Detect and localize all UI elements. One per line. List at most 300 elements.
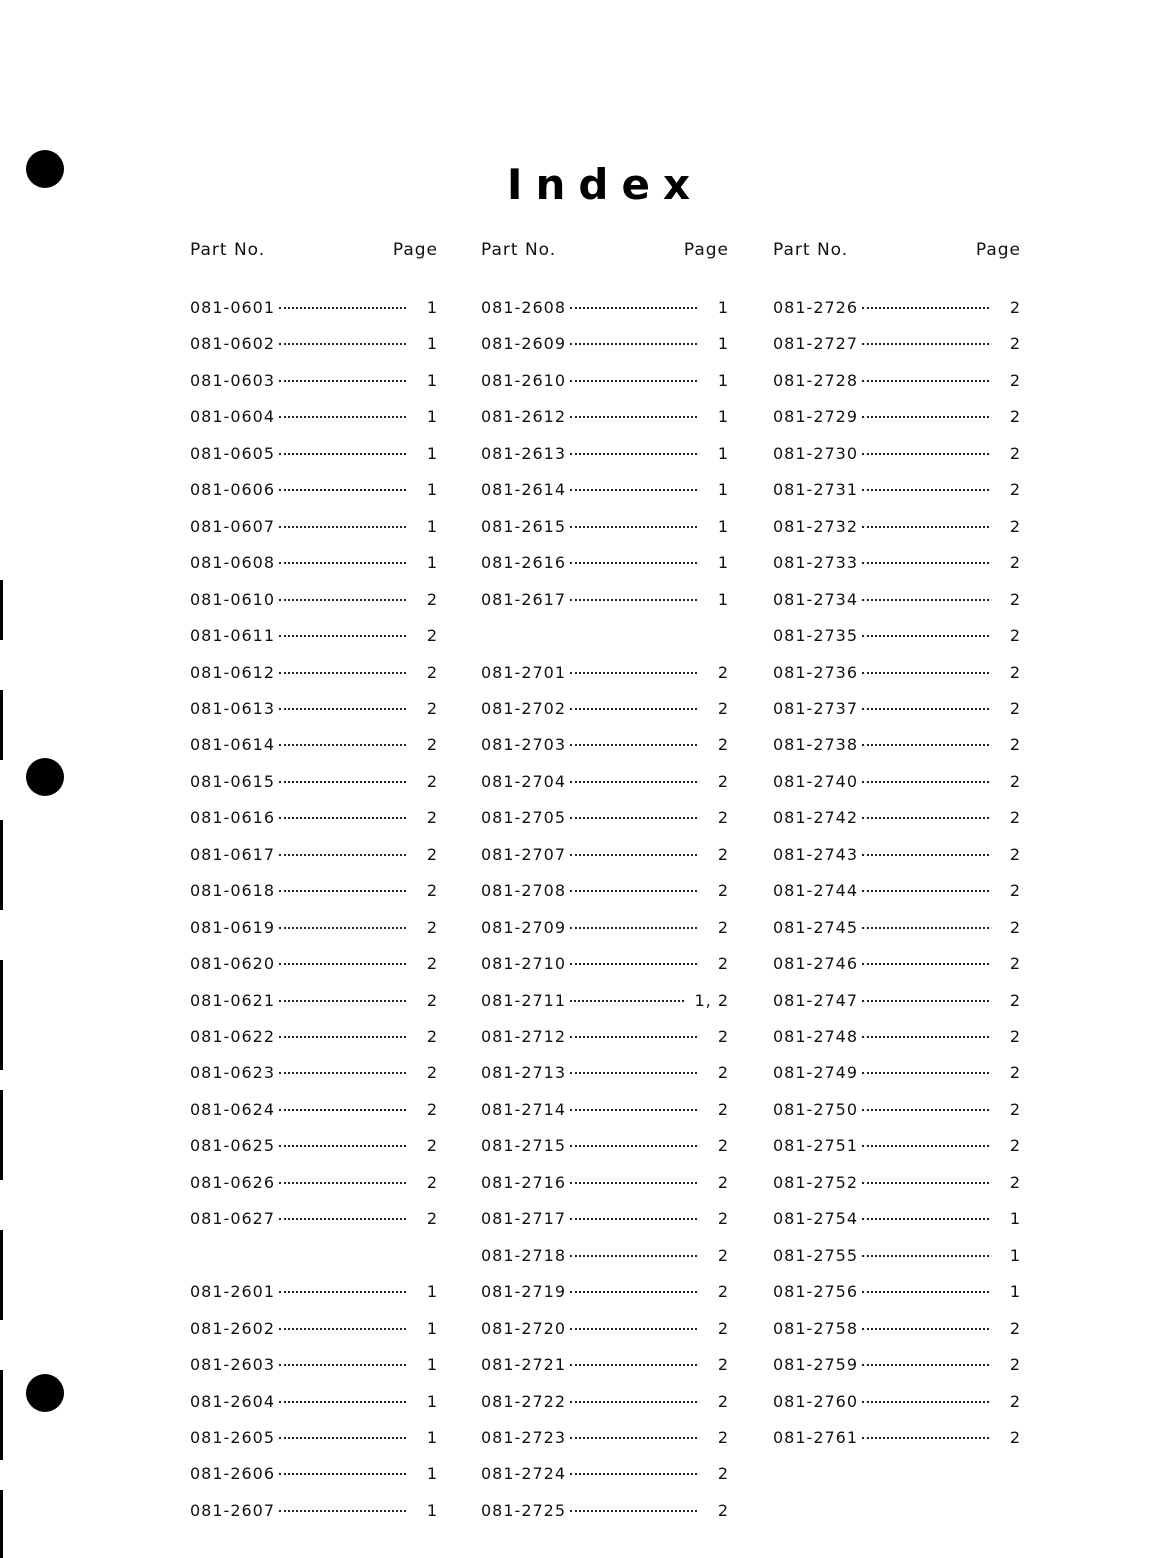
index-entry [481, 772, 729, 791]
index-entry [190, 517, 438, 536]
dot-leader [570, 1145, 697, 1147]
page-number: 2 [426, 881, 438, 901]
index-entry [773, 845, 1021, 864]
index-entry [481, 1027, 729, 1046]
index-entry [190, 1136, 438, 1155]
part-number: 081-2749 [773, 1063, 859, 1083]
dot-leader [570, 1437, 697, 1439]
page-number: 2 [717, 1464, 729, 1484]
dot-leader [570, 526, 697, 528]
page-number: 2 [1009, 844, 1021, 864]
part-number: 081-2737 [773, 698, 859, 718]
part-number: 081-0615 [190, 771, 276, 791]
part-number: 081-2603 [190, 1355, 276, 1375]
page-number: 2 [426, 626, 438, 646]
part-number: 081-2617 [481, 589, 567, 609]
dot-leader [862, 1291, 989, 1293]
index-entry [190, 1501, 438, 1520]
page-number: 1 [426, 1318, 438, 1338]
index-entry [190, 663, 438, 682]
dot-leader [862, 854, 989, 856]
page-number: 2 [1009, 698, 1021, 718]
part-number: 081-2704 [481, 771, 567, 791]
page-number: 2 [717, 735, 729, 755]
page-number: 1 [717, 443, 729, 463]
dot-leader [279, 1072, 406, 1074]
index-entry [481, 918, 729, 937]
dot-leader [862, 963, 989, 965]
index-entry [190, 954, 438, 973]
index-entry [190, 480, 438, 499]
dot-leader [279, 1109, 406, 1111]
page-number: 1 [426, 407, 438, 427]
index-entry [190, 1173, 438, 1192]
part-number: 081-0623 [190, 1063, 276, 1083]
index-entry [773, 444, 1021, 463]
index-entry [773, 808, 1021, 827]
dot-leader [570, 963, 697, 965]
dot-leader [279, 599, 406, 601]
page-number: 2 [717, 771, 729, 791]
index-entry [190, 1100, 438, 1119]
part-number: 081-2740 [773, 771, 859, 791]
part-number: 081-0618 [190, 881, 276, 901]
page-number: 1 [426, 1391, 438, 1411]
dot-leader [862, 526, 989, 528]
index-entry [190, 626, 438, 645]
part-number: 081-2703 [481, 735, 567, 755]
dot-leader [279, 1473, 406, 1475]
page-number: 2 [717, 1099, 729, 1119]
index-entry [773, 991, 1021, 1010]
index-entry [481, 1428, 729, 1447]
index-entry [481, 808, 729, 827]
page-number: 2 [1009, 370, 1021, 390]
part-no-header: Part No. [190, 240, 266, 260]
index-entry [481, 1355, 729, 1374]
page-number: 2 [426, 808, 438, 828]
dot-leader [862, 307, 989, 309]
page-number: 2 [1009, 1099, 1021, 1119]
page-number: 2 [717, 1209, 729, 1229]
page-title: Index [506, 160, 704, 209]
part-number: 081-0612 [190, 662, 276, 682]
dot-leader [570, 1036, 697, 1038]
dot-leader [570, 453, 697, 455]
page-header: Page [975, 240, 1021, 260]
page-number: 2 [1009, 553, 1021, 573]
dot-leader [862, 1401, 989, 1403]
index-entry [190, 1063, 438, 1082]
part-number: 081-2745 [773, 917, 859, 937]
index-entry [481, 298, 729, 317]
dot-leader [862, 635, 989, 637]
dot-leader [862, 343, 989, 345]
part-number: 081-2738 [773, 735, 859, 755]
part-number: 081-2705 [481, 808, 567, 828]
dot-leader [279, 526, 406, 528]
dot-leader [279, 635, 406, 637]
page-number: 1 [717, 480, 729, 500]
index-entry [190, 1355, 438, 1374]
dot-leader [570, 1182, 697, 1184]
part-number: 081-2718 [481, 1245, 567, 1265]
part-number: 081-0616 [190, 808, 276, 828]
index-entry [481, 735, 729, 754]
part-number: 081-2744 [773, 881, 859, 901]
dot-leader [279, 1291, 406, 1293]
part-number: 081-0608 [190, 553, 276, 573]
part-number: 081-0620 [190, 954, 276, 974]
index-entry [190, 444, 438, 463]
page-number: 2 [426, 771, 438, 791]
part-number: 081-2606 [190, 1464, 276, 1484]
part-number: 081-2610 [481, 370, 567, 390]
dot-leader [279, 781, 406, 783]
dot-leader [862, 1364, 989, 1366]
page-number: 2 [717, 1427, 729, 1447]
dot-leader [279, 1510, 406, 1512]
part-number: 081-0627 [190, 1209, 276, 1229]
dot-leader [862, 672, 989, 674]
index-entry [773, 1100, 1021, 1119]
page-number: 2 [1009, 1136, 1021, 1156]
part-number: 081-0607 [190, 516, 276, 536]
index-entry [481, 1173, 729, 1192]
page-number: 2 [717, 1318, 729, 1338]
dot-leader [279, 890, 406, 892]
index-entry [190, 991, 438, 1010]
part-number: 081-0601 [190, 298, 276, 317]
part-number: 081-2602 [190, 1318, 276, 1338]
page-number: 1 [426, 1355, 438, 1375]
dot-leader [279, 744, 406, 746]
part-number: 081-0626 [190, 1172, 276, 1192]
page-number: 2 [426, 1136, 438, 1156]
page-number: 2 [426, 1099, 438, 1119]
page-number: 2 [1009, 626, 1021, 646]
dot-leader [570, 1401, 697, 1403]
dot-leader [570, 1473, 697, 1475]
part-number: 081-2726 [773, 298, 859, 317]
index-entry [773, 517, 1021, 536]
part-number: 081-2759 [773, 1355, 859, 1375]
part-number: 081-0611 [190, 626, 276, 646]
index-entry [773, 954, 1021, 973]
page-number: 2 [426, 844, 438, 864]
part-number: 081-2604 [190, 1391, 276, 1411]
index-entry [481, 407, 729, 426]
part-number: 081-2735 [773, 626, 859, 646]
part-number: 081-2758 [773, 1318, 859, 1338]
page-number: 1 [1009, 1209, 1021, 1229]
page-number: 2 [1009, 1172, 1021, 1192]
index-entry [481, 1501, 729, 1520]
index-entry [190, 334, 438, 353]
dot-leader [862, 453, 989, 455]
part-number: 081-0622 [190, 1027, 276, 1046]
dot-leader [570, 380, 697, 382]
dot-leader [279, 1437, 406, 1439]
index-entry [773, 1027, 1021, 1046]
index-column-3 [773, 240, 1021, 1447]
dot-leader [862, 1000, 989, 1002]
page-number: 1 [426, 1282, 438, 1302]
part-number: 081-2714 [481, 1099, 567, 1119]
page-number: 2 [717, 1245, 729, 1265]
dot-leader [570, 1291, 697, 1293]
index-entry [481, 699, 729, 718]
index-entry [481, 334, 729, 353]
index-entry [481, 371, 729, 390]
page-number: 2 [717, 1282, 729, 1302]
dot-leader [570, 708, 697, 710]
page-number: 2 [717, 808, 729, 828]
part-number: 081-2732 [773, 516, 859, 536]
index-entry [773, 1136, 1021, 1155]
index-entry [190, 1464, 438, 1483]
dot-leader [279, 1000, 406, 1002]
index-entry [773, 480, 1021, 499]
column-header [190, 240, 438, 276]
index-entry [190, 298, 438, 317]
page-number: 1 [426, 480, 438, 500]
page-number: 2 [426, 662, 438, 682]
dot-leader [279, 1364, 406, 1366]
index-entry [773, 735, 1021, 754]
dot-leader [862, 489, 989, 491]
page-number: 2 [717, 1355, 729, 1375]
page-number: 1 [426, 553, 438, 573]
part-number: 081-0617 [190, 844, 276, 864]
edge-mark [0, 1370, 3, 1460]
dot-leader [279, 1218, 406, 1220]
dot-leader [862, 599, 989, 601]
index-entry [190, 407, 438, 426]
dot-leader [570, 599, 697, 601]
dot-leader [279, 817, 406, 819]
page-number: 1 [426, 1427, 438, 1447]
dot-leader [570, 1072, 697, 1074]
index-entry [190, 845, 438, 864]
page-number: 1 [426, 516, 438, 536]
part-number: 081-2752 [773, 1172, 859, 1192]
part-number: 081-2743 [773, 844, 859, 864]
index-entry [773, 626, 1021, 645]
dot-leader [570, 1218, 697, 1220]
dot-leader [279, 1328, 406, 1330]
page-header: Page [392, 240, 438, 260]
dot-leader [279, 1401, 406, 1403]
part-number: 081-2613 [481, 443, 567, 463]
dot-leader [862, 1182, 989, 1184]
part-number: 081-2616 [481, 553, 567, 573]
page-number: 2 [1009, 662, 1021, 682]
part-number: 081-2716 [481, 1172, 567, 1192]
part-number: 081-2701 [481, 662, 567, 682]
dot-leader [279, 380, 406, 382]
page-number: 2 [1009, 917, 1021, 937]
page-number: 2 [1009, 808, 1021, 828]
dot-leader [862, 1036, 989, 1038]
page-number: 1 [426, 370, 438, 390]
page-number: 2 [426, 917, 438, 937]
page-number: 2 [717, 917, 729, 937]
part-number: 081-0603 [190, 370, 276, 390]
dot-leader [862, 1255, 989, 1257]
page-number: 2 [426, 1172, 438, 1192]
page-number: 2 [426, 1027, 438, 1046]
page-number: 2 [717, 698, 729, 718]
dot-leader [279, 307, 406, 309]
page-number: 2 [1009, 990, 1021, 1010]
part-number: 081-2605 [190, 1427, 276, 1447]
dot-leader [570, 1364, 697, 1366]
index-entry [481, 444, 729, 463]
page-number: 2 [426, 990, 438, 1010]
dot-leader [279, 854, 406, 856]
page-number: 1 [426, 1500, 438, 1520]
index-entry [773, 1173, 1021, 1192]
dot-leader [862, 1218, 989, 1220]
dot-leader [570, 489, 697, 491]
index-entry [481, 1392, 729, 1411]
page-number: 1 [1009, 1282, 1021, 1302]
part-number: 081-0624 [190, 1099, 276, 1119]
page-header: Page [683, 240, 729, 260]
page-number: 2 [426, 735, 438, 755]
page-number: 2 [1009, 1427, 1021, 1447]
part-number: 081-2713 [481, 1063, 567, 1083]
page-number: 2 [1009, 954, 1021, 974]
part-number: 081-2614 [481, 480, 567, 500]
index-entry [481, 1282, 729, 1301]
index-entry [190, 1428, 438, 1447]
edge-mark [0, 1090, 3, 1180]
part-number: 081-2721 [481, 1355, 567, 1375]
dot-leader [279, 1036, 406, 1038]
dot-leader [570, 562, 697, 564]
index-entry [481, 881, 729, 900]
part-number: 081-2615 [481, 516, 567, 536]
index-entry [481, 517, 729, 536]
index-entry [773, 1209, 1021, 1228]
index-entry [481, 1464, 729, 1483]
page-number: 2 [1009, 735, 1021, 755]
part-number: 081-2755 [773, 1245, 859, 1265]
dot-leader [279, 963, 406, 965]
dot-leader [279, 453, 406, 455]
part-number: 081-2722 [481, 1391, 567, 1411]
page-number: 2 [1009, 516, 1021, 536]
page-number: 2 [426, 1063, 438, 1083]
index-entry [481, 1136, 729, 1155]
index-entry [773, 881, 1021, 900]
dot-leader [570, 672, 697, 674]
page-number: 2 [1009, 298, 1021, 317]
index-entry [190, 1392, 438, 1411]
page-number: 1 [1009, 1245, 1021, 1265]
index-entry [773, 1246, 1021, 1265]
part-number: 081-2760 [773, 1391, 859, 1411]
part-number: 081-0610 [190, 589, 276, 609]
dot-leader [570, 781, 697, 783]
dot-leader [570, 854, 697, 856]
page-number: 1 [717, 553, 729, 573]
part-number: 081-2742 [773, 808, 859, 828]
part-number: 081-2708 [481, 881, 567, 901]
page-number: 2 [426, 1209, 438, 1229]
index-entry [481, 845, 729, 864]
index-entry [481, 1100, 729, 1119]
part-number: 081-2707 [481, 844, 567, 864]
dot-leader [570, 1510, 697, 1512]
part-number: 081-2761 [773, 1427, 859, 1447]
index-entry [481, 1063, 729, 1082]
index-entry [773, 1282, 1021, 1301]
part-number: 081-2748 [773, 1027, 859, 1046]
index-entry [190, 1027, 438, 1046]
page-number: 2 [717, 1136, 729, 1156]
edge-mark [0, 580, 3, 640]
part-number: 081-2710 [481, 954, 567, 974]
punch-hole-bottom [26, 1374, 64, 1412]
page-number: 1 [426, 298, 438, 317]
dot-leader [862, 890, 989, 892]
dot-leader [279, 562, 406, 564]
index-entry [481, 1319, 729, 1338]
page-number: 2 [717, 662, 729, 682]
page-number: 2 [717, 954, 729, 974]
part-number: 081-0621 [190, 990, 276, 1010]
part-number: 081-2747 [773, 990, 859, 1010]
part-number: 081-0605 [190, 443, 276, 463]
part-number: 081-2609 [481, 334, 567, 354]
page-number: 2 [717, 1391, 729, 1411]
page-number: 1 [426, 1464, 438, 1484]
dot-leader [279, 927, 406, 929]
part-number: 081-0602 [190, 334, 276, 354]
dot-leader [862, 1072, 989, 1074]
part-number: 081-0625 [190, 1136, 276, 1156]
index-entry [773, 407, 1021, 426]
page-number: 2 [1009, 407, 1021, 427]
dot-leader [279, 1145, 406, 1147]
part-number: 081-2727 [773, 334, 859, 354]
index-entry [773, 1063, 1021, 1082]
page-number: 1 [426, 334, 438, 354]
index-entry [773, 590, 1021, 609]
index-entry [190, 1282, 438, 1301]
page-number: 1 [426, 443, 438, 463]
dot-leader [862, 927, 989, 929]
dot-leader [862, 1145, 989, 1147]
index-entry [481, 590, 729, 609]
dot-leader [279, 1182, 406, 1184]
part-number: 081-2715 [481, 1136, 567, 1156]
dot-leader [570, 817, 697, 819]
dot-leader [862, 416, 989, 418]
edge-mark [0, 960, 3, 1070]
index-entry [190, 881, 438, 900]
page-number: 2 [426, 954, 438, 974]
index-entry [773, 918, 1021, 937]
dot-leader [570, 343, 697, 345]
part-number: 081-2711 [481, 990, 567, 1010]
part-number: 081-2712 [481, 1027, 567, 1046]
index-entry [190, 590, 438, 609]
part-number: 081-2736 [773, 662, 859, 682]
